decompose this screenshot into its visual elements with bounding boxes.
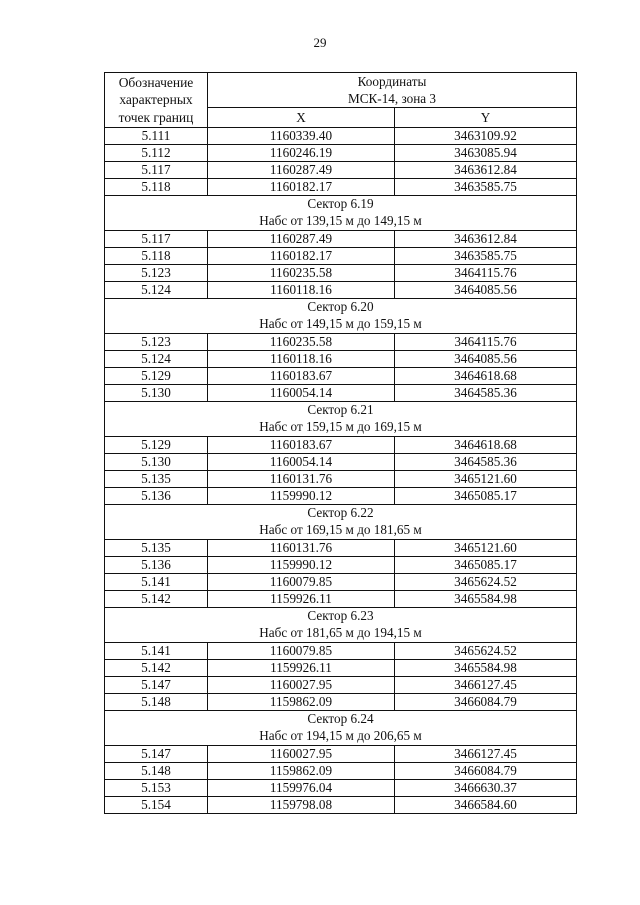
x-coordinate-cell: 1160131.76 <box>208 471 395 488</box>
x-coordinate-cell: 1160235.58 <box>208 265 395 282</box>
y-column-header: Y <box>395 108 577 128</box>
point-id-cell: 5.123 <box>105 334 208 351</box>
y-coordinate-cell: 3466127.45 <box>395 677 577 694</box>
point-designation-header-line-3: точек границ <box>118 109 194 125</box>
table-row <box>105 746 577 763</box>
sector-cell <box>105 505 577 540</box>
sector-row <box>105 608 577 643</box>
point-id-cell: 5.130 <box>105 454 208 471</box>
y-coordinate-cell: 3465584.98 <box>395 591 577 608</box>
x-coordinate-cell: 1160079.85 <box>208 574 395 591</box>
point-id-cell: 5.111 <box>105 128 208 145</box>
y-coordinate-cell: 3464585.36 <box>395 385 577 402</box>
table-row <box>105 248 577 265</box>
y-coordinate-cell: 3465085.17 <box>395 557 577 574</box>
table-row <box>105 265 577 282</box>
y-coordinate-cell: 3463085.94 <box>395 145 577 162</box>
y-coordinate-cell: 3466084.79 <box>395 694 577 711</box>
sector-title: Сектор 6.20 <box>307 299 374 315</box>
point-id-cell: 5.124 <box>105 282 208 299</box>
point-id-cell: 5.153 <box>105 780 208 797</box>
point-id-cell: 5.136 <box>105 557 208 574</box>
table-row <box>105 231 577 248</box>
x-coordinate-cell: 1160183.67 <box>208 368 395 385</box>
y-coordinate-cell: 3465584.98 <box>395 660 577 677</box>
sector-row <box>105 711 577 746</box>
y-coordinate-cell: 3463612.84 <box>395 162 577 179</box>
y-coordinate-cell: 3465121.60 <box>395 540 577 557</box>
x-coordinate-cell: 1160118.16 <box>208 351 395 368</box>
point-id-cell: 5.130 <box>105 385 208 402</box>
y-coordinate-cell: 3464085.56 <box>395 282 577 299</box>
table-row <box>105 162 577 179</box>
y-coordinate-cell: 3464115.76 <box>395 265 577 282</box>
table-row <box>105 488 577 505</box>
x-coordinate-cell: 1160054.14 <box>208 454 395 471</box>
point-id-cell: 5.118 <box>105 248 208 265</box>
table-row <box>105 574 577 591</box>
y-coordinate-cell: 3466630.37 <box>395 780 577 797</box>
table-row <box>105 437 577 454</box>
sector-height-range: Набс от 194,15 м до 206,65 м <box>259 728 422 744</box>
x-coordinate-cell: 1160182.17 <box>208 179 395 196</box>
point-id-cell: 5.135 <box>105 471 208 488</box>
table-row <box>105 540 577 557</box>
y-coordinate-cell: 3465624.52 <box>395 643 577 660</box>
x-coordinate-cell: 1159990.12 <box>208 557 395 574</box>
y-coordinate-cell: 3463585.75 <box>395 248 577 265</box>
point-id-cell: 5.129 <box>105 368 208 385</box>
table-row <box>105 128 577 145</box>
table-row <box>105 471 577 488</box>
point-id-cell: 5.135 <box>105 540 208 557</box>
y-coordinate-cell: 3464618.68 <box>395 437 577 454</box>
table-row <box>105 763 577 780</box>
x-coordinate-cell: 1160287.49 <box>208 231 395 248</box>
point-id-cell: 5.136 <box>105 488 208 505</box>
point-id-cell: 5.148 <box>105 694 208 711</box>
x-coordinate-cell: 1160246.19 <box>208 145 395 162</box>
x-coordinate-cell: 1160339.40 <box>208 128 395 145</box>
table-row <box>105 694 577 711</box>
sector-cell <box>105 711 577 746</box>
sector-row <box>105 299 577 334</box>
point-id-cell: 5.148 <box>105 763 208 780</box>
y-coordinate-cell: 3464085.56 <box>395 351 577 368</box>
y-coordinate-cell: 3463612.84 <box>395 231 577 248</box>
table-row <box>105 591 577 608</box>
x-coordinate-cell: 1160054.14 <box>208 385 395 402</box>
sector-title: Сектор 6.23 <box>307 608 374 624</box>
point-id-cell: 5.147 <box>105 746 208 763</box>
x-coordinate-cell: 1160183.67 <box>208 437 395 454</box>
x-coordinate-cell: 1159990.12 <box>208 488 395 505</box>
sector-row <box>105 505 577 540</box>
sector-cell <box>105 402 577 437</box>
point-id-cell: 5.142 <box>105 591 208 608</box>
page-number: 29 <box>313 35 327 50</box>
point-id-cell: 5.123 <box>105 265 208 282</box>
x-coordinate-cell: 1159926.11 <box>208 591 395 608</box>
table-row <box>105 677 577 694</box>
sector-cell <box>105 608 577 643</box>
point-designation-header <box>105 73 208 128</box>
x-coordinate-cell: 1159862.09 <box>208 694 395 711</box>
table-row <box>105 643 577 660</box>
table-row <box>105 145 577 162</box>
point-designation-header-line-1: Обозначение <box>118 74 194 90</box>
x-coordinate-cell: 1160118.16 <box>208 282 395 299</box>
sector-height-range: Набс от 139,15 м до 149,15 м <box>259 213 422 229</box>
y-coordinate-cell: 3466084.79 <box>395 763 577 780</box>
sector-title: Сектор 6.19 <box>307 196 374 212</box>
table-row <box>105 780 577 797</box>
point-designation-header-line-2: характерных <box>119 92 193 108</box>
y-coordinate-cell: 3465085.17 <box>395 488 577 505</box>
table-row <box>105 385 577 402</box>
x-coordinate-cell: 1160027.95 <box>208 677 395 694</box>
y-coordinate-cell: 3463109.92 <box>395 128 577 145</box>
coordinates-title: Координаты <box>357 74 427 89</box>
point-id-cell: 5.112 <box>105 145 208 162</box>
point-id-cell: 5.142 <box>105 660 208 677</box>
y-coordinate-cell: 3465121.60 <box>395 471 577 488</box>
x-coordinate-cell: 1159798.08 <box>208 797 395 814</box>
table-row <box>105 351 577 368</box>
sector-cell <box>105 299 577 334</box>
y-coordinate-cell: 3464585.36 <box>395 454 577 471</box>
point-id-cell: 5.154 <box>105 797 208 814</box>
x-coordinate-cell: 1160182.17 <box>208 248 395 265</box>
table-row <box>105 282 577 299</box>
table-row <box>105 334 577 351</box>
x-coordinate-cell: 1159926.11 <box>208 660 395 677</box>
sector-height-range: Набс от 169,15 м до 181,65 м <box>259 522 422 538</box>
sector-title: Сектор 6.21 <box>307 402 374 418</box>
x-coordinate-cell: 1160235.58 <box>208 334 395 351</box>
sector-height-range: Набс от 149,15 м до 159,15 м <box>259 316 422 332</box>
sector-title: Сектор 6.22 <box>307 505 374 521</box>
table-row <box>105 660 577 677</box>
table-row <box>105 454 577 471</box>
point-id-cell: 5.117 <box>105 162 208 179</box>
table-row <box>105 797 577 814</box>
x-coordinate-cell: 1159862.09 <box>208 763 395 780</box>
y-coordinate-cell: 3464618.68 <box>395 368 577 385</box>
point-id-cell: 5.141 <box>105 643 208 660</box>
coordinate-system: МСК-14, зона 3 <box>347 91 437 107</box>
x-column-header: X <box>208 108 395 128</box>
point-id-cell: 5.118 <box>105 179 208 196</box>
point-id-cell: 5.141 <box>105 574 208 591</box>
table-row <box>105 368 577 385</box>
y-coordinate-cell: 3466127.45 <box>395 746 577 763</box>
y-coordinate-cell: 3466584.60 <box>395 797 577 814</box>
x-coordinate-cell: 1159976.04 <box>208 780 395 797</box>
table-row <box>105 179 577 196</box>
sector-cell <box>105 196 577 231</box>
point-id-cell: 5.147 <box>105 677 208 694</box>
point-id-cell: 5.117 <box>105 231 208 248</box>
sector-title: Сектор 6.24 <box>307 711 374 727</box>
table-body <box>105 128 577 814</box>
y-coordinate-cell: 3464115.76 <box>395 334 577 351</box>
x-coordinate-cell: 1160027.95 <box>208 746 395 763</box>
point-id-cell: 5.129 <box>105 437 208 454</box>
sector-height-range: Набс от 181,65 м до 194,15 м <box>259 625 422 641</box>
y-coordinate-cell: 3463585.75 <box>395 179 577 196</box>
x-coordinate-cell: 1160079.85 <box>208 643 395 660</box>
coordinates-header <box>208 73 577 108</box>
x-coordinate-cell: 1160131.76 <box>208 540 395 557</box>
y-coordinate-cell: 3465624.52 <box>395 574 577 591</box>
table-row <box>105 557 577 574</box>
point-id-cell: 5.124 <box>105 351 208 368</box>
sector-row <box>105 196 577 231</box>
sector-row <box>105 402 577 437</box>
sector-height-range: Набс от 159,15 м до 169,15 м <box>259 419 422 435</box>
x-coordinate-cell: 1160287.49 <box>208 162 395 179</box>
coordinates-table <box>104 72 577 814</box>
